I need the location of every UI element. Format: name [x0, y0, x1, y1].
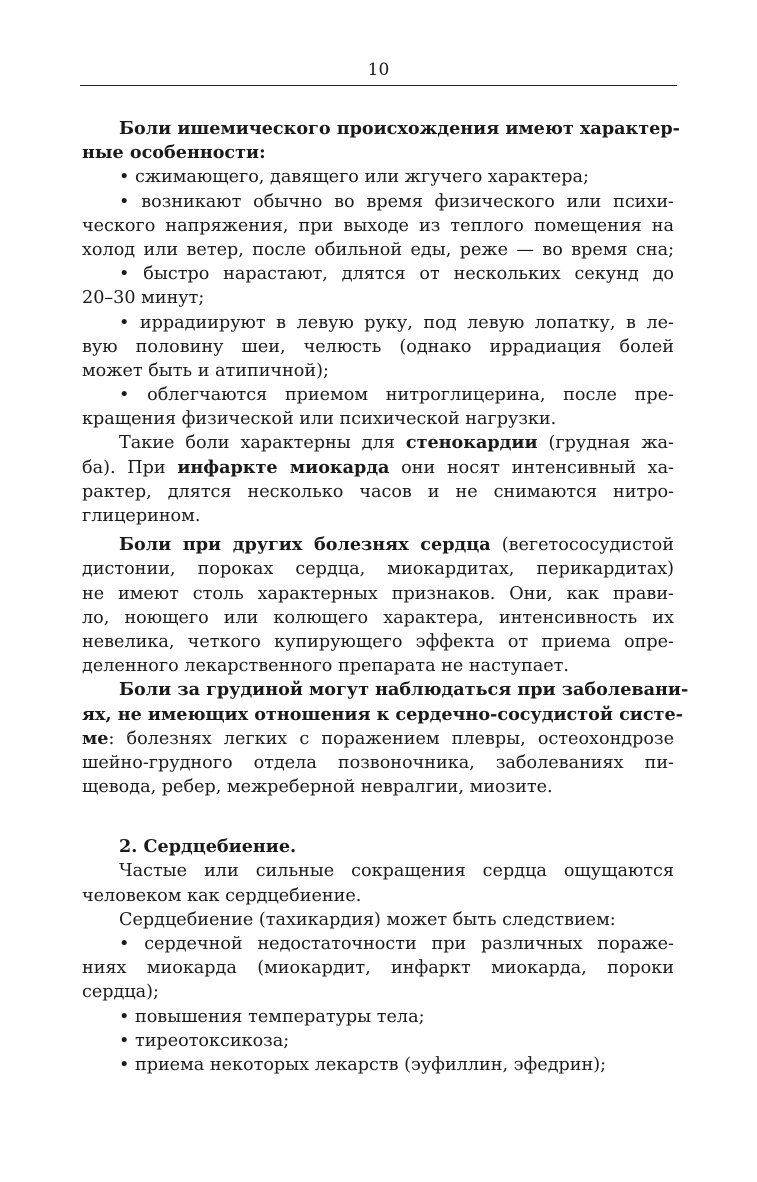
ischemic-heading-line-1: Боли ишемического происхождения имеют характер- [119, 118, 680, 139]
bullet-continuation: сердца); [82, 982, 159, 1003]
bullet-continuation: 20–30 минут; [82, 288, 205, 309]
paragraph-line: ло, ноющего или колющего характера, интенсивность их [82, 607, 674, 628]
paragraph-line: дистонии, пороках сердца, миокардитах, перикардитах) [82, 559, 674, 580]
paragraph-line: ях, не имеющих отношения к сердечно-сосудистой систе- [82, 703, 683, 725]
ischemic-heading-line-2: ные особенности: [82, 142, 266, 164]
bullet-item: • облегчаются приемом нитроглицерина, после пре- [119, 385, 674, 406]
paragraph-line: ме: болезнях легких с поражением плевры, остеохондрозе [82, 727, 674, 749]
paragraph-line: деленного лекарственного препарата не наступает. [82, 656, 569, 677]
paragraph-line: человеком как сердцебиение. [82, 885, 362, 906]
bullet-item: • сжимающего, давящего или жгучего характера; [119, 167, 589, 188]
bullet-continuation: холод или ветер, после обильной еды, реже — во время сна; [82, 239, 674, 260]
paragraph-line: Сердцебиение (тахикардия) может быть следствием: [119, 909, 616, 930]
bullet-item: • возникают обычно во время физического или психи- [119, 191, 674, 212]
paragraph-line: невелика, четкого купирующего эффекта от приема опре- [82, 631, 674, 652]
bullet-item: • сердечной недостаточности при различных пораже- [119, 934, 674, 954]
section-heading: 2. Сердцебиение. [119, 836, 297, 858]
other-heart-diseases-paragraph [82, 533, 674, 678]
paragraph-line: ба). При инфаркте миокарда они носят интенсивный ха- [82, 456, 675, 478]
angina-paragraph [82, 431, 674, 528]
page-content [82, 117, 689, 1077]
bullet-continuation: может быть и атипичной); [82, 360, 329, 381]
bullet-continuation: вую половину шеи, челюсть (однако иррадиация болей [82, 336, 674, 357]
paragraph-line: Такие боли характерны для стенокардии (грудная жа- [119, 432, 674, 454]
paragraph-line: Боли при других болезнях сердца (вегетососудистой [119, 534, 674, 556]
paragraph-line: шейно-грудного отдела позвоночника, заболеваниях пи- [82, 752, 674, 773]
bullet-item: • быстро нарастают, длятся от нескольких секунд до [119, 264, 674, 285]
non-cardiac-pain-paragraph [82, 678, 689, 799]
bullet-continuation: ческого напряжения, при выходе из теплого помещения на [82, 215, 674, 236]
bullet-continuation: ниях миокарда (миокардит, инфаркт миокарда, пороки [82, 958, 674, 979]
paragraph-line: рактер, длятся несколько часов и не снимаются нитро- [82, 481, 674, 502]
ischemic-pain-section [82, 117, 680, 431]
bullet-item: • иррадиируют в левую руку, под левую лопатку, в ле- [119, 312, 674, 333]
paragraph-line: Боли за грудиной могут наблюдаться при заболевани- [119, 679, 689, 701]
paragraph-line: Частые или сильные сокращения сердца ощущаются [119, 861, 674, 882]
paragraph-line: не имеют столь характерных признаков. Они, как прави- [82, 583, 674, 604]
paragraph-line: глицерином. [82, 506, 201, 526]
bullet-continuation: кращения физической или психической нагрузки. [82, 409, 557, 430]
palpitations-section [82, 835, 674, 1077]
header-rule [80, 85, 677, 86]
paragraph-line: щевода, ребер, межреберной невралгии, миозите. [82, 777, 553, 798]
page-number: 10 [367, 60, 390, 80]
bullet-item: • тиреотоксикоза; [119, 1030, 290, 1051]
bullet-item: • повышения температуры тела; [119, 1006, 425, 1027]
bullet-item: • приема некоторых лекарств (эуфиллин, эфедрин); [119, 1054, 607, 1075]
